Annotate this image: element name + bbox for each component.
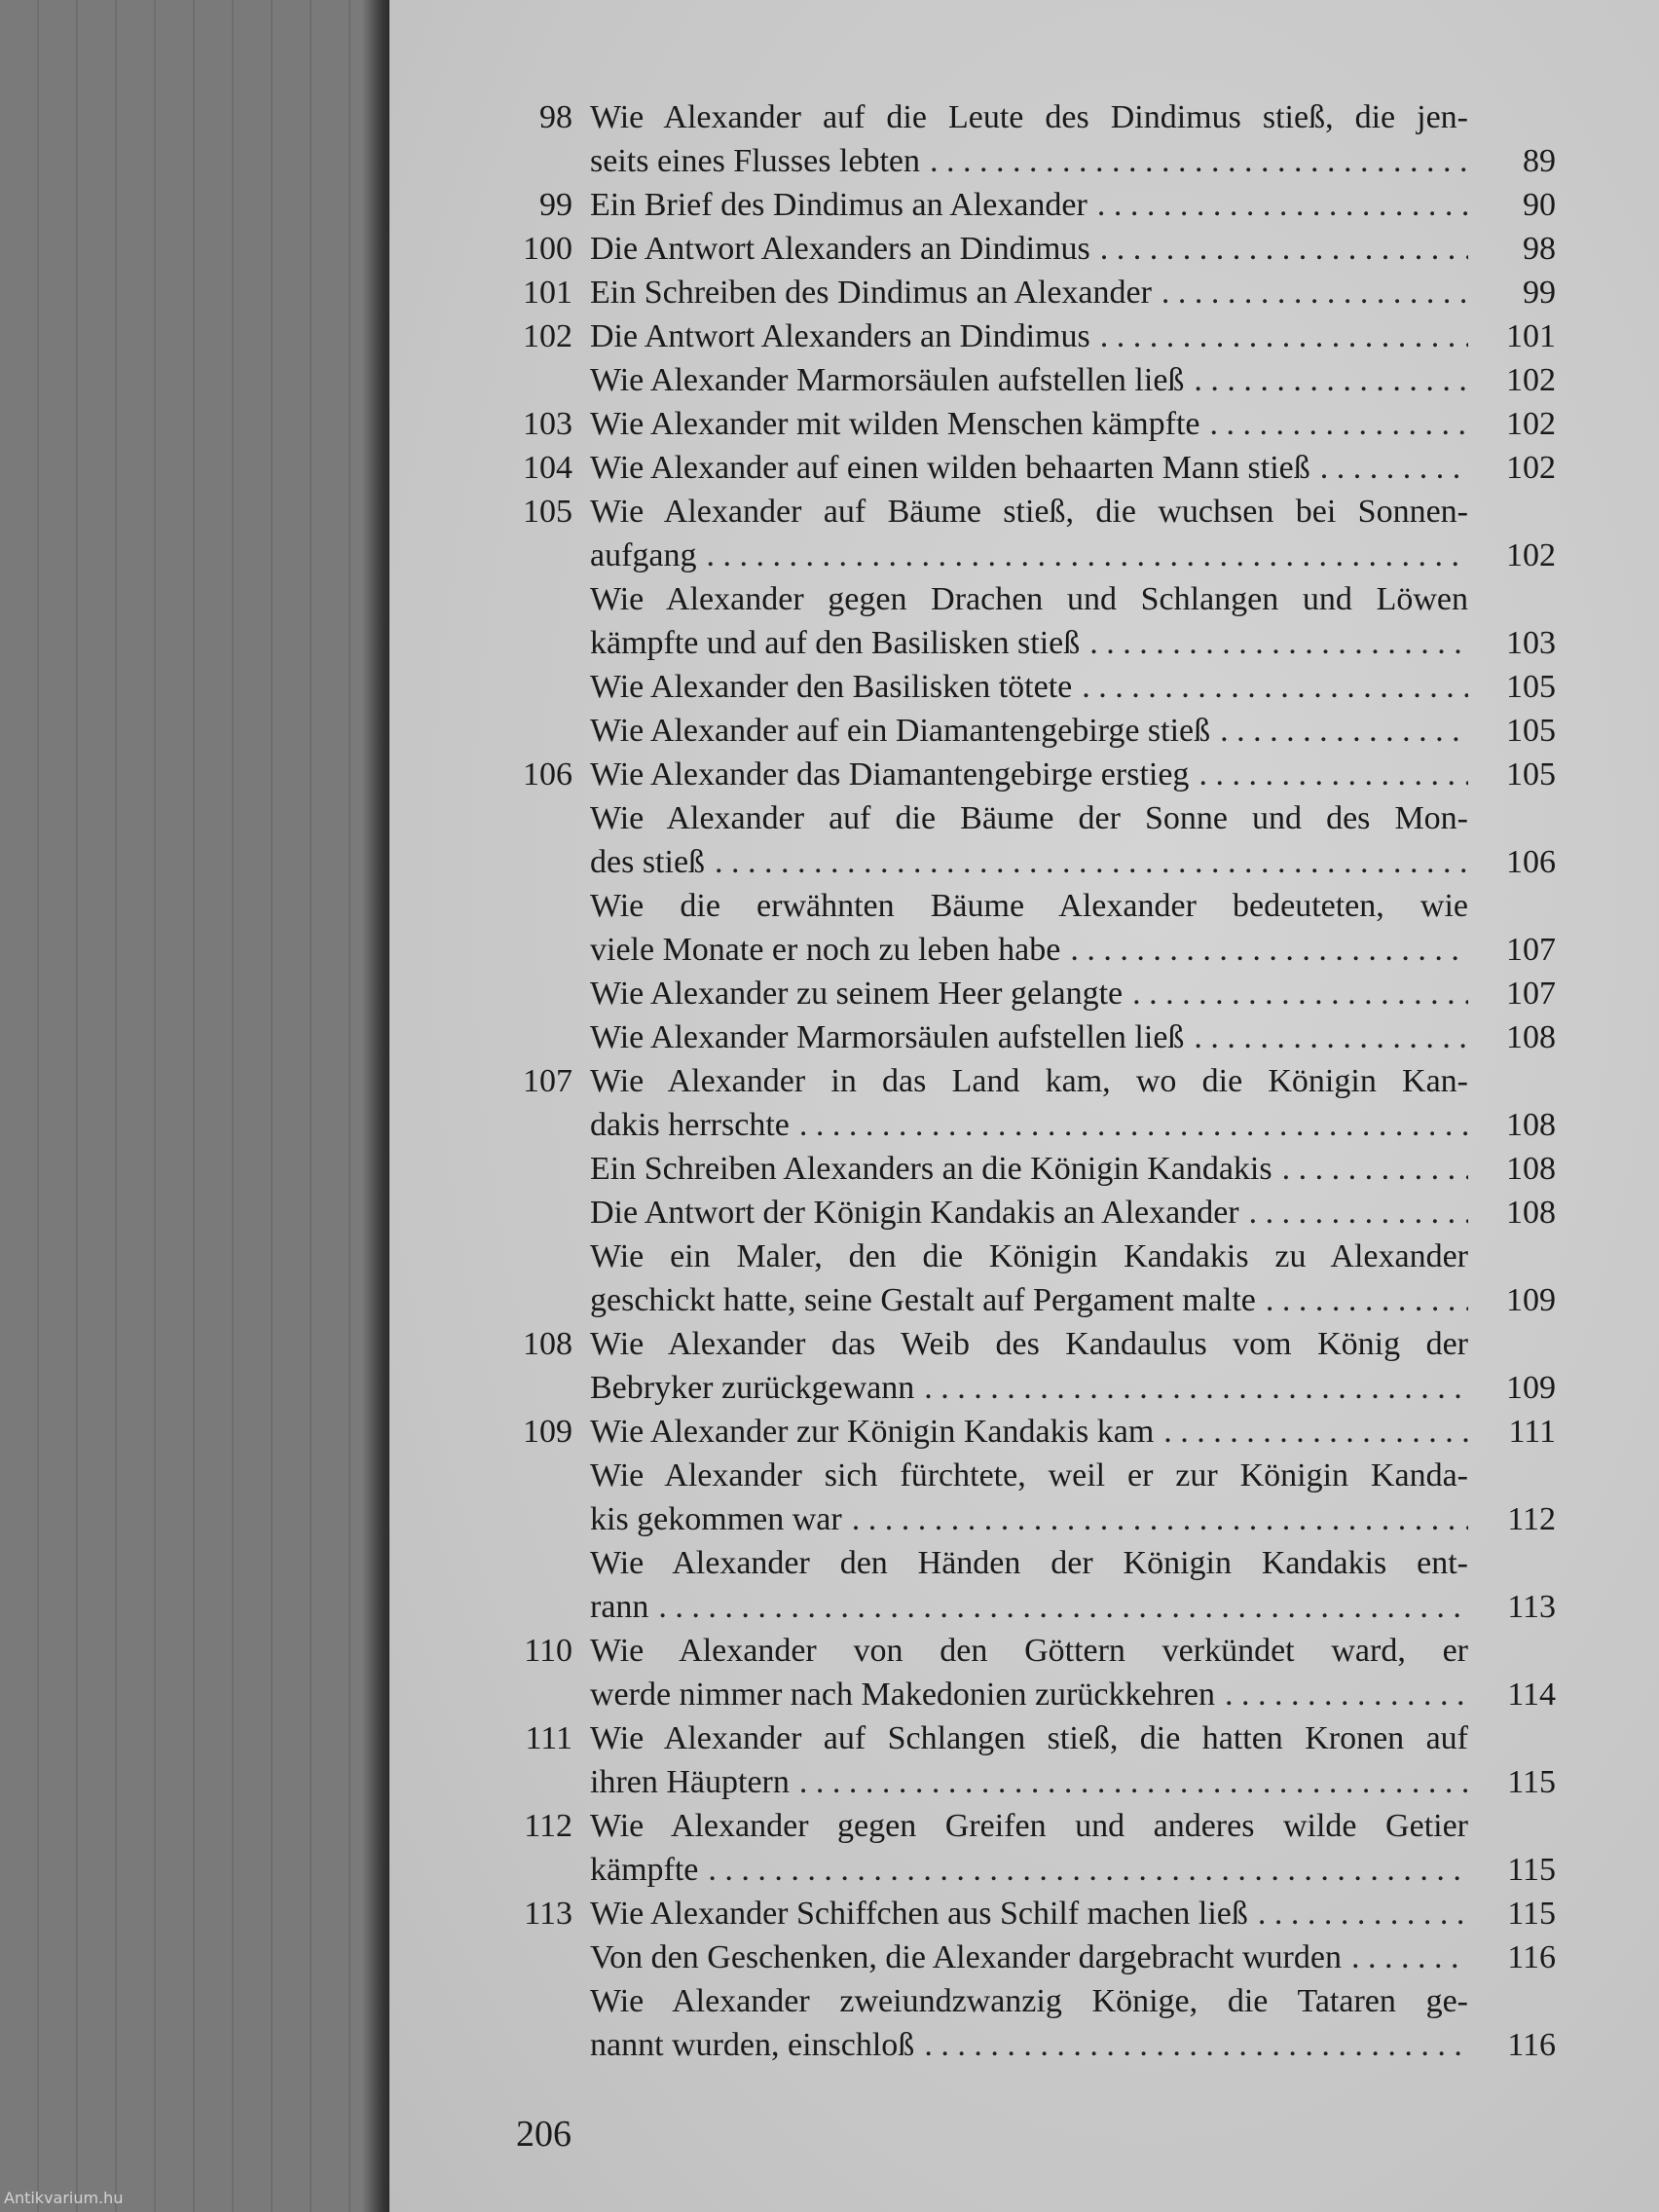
- toc-entry-page: 106: [1506, 844, 1556, 880]
- toc-entry-title: Wie Alexander auf Schlangen stieß, die hatten Kronen auf: [590, 1720, 1468, 1756]
- toc-entry-title: kämpfte: [590, 1852, 699, 1888]
- toc-entry-title: Bebryker zurückgewann: [590, 1370, 915, 1406]
- toc-entry-number: 112: [524, 1808, 572, 1844]
- toc-entry-page: 115: [1507, 1852, 1556, 1888]
- dot-leader: [1097, 183, 1468, 227]
- toc-entry-number: 106: [523, 756, 572, 793]
- toc-entry-page: 101: [1506, 318, 1556, 354]
- toc-entry-title: Wie Alexander den Basilisken tötete: [590, 669, 1073, 705]
- toc-entry-title: Wie Alexander zu seinem Heer gelangte: [590, 976, 1124, 1012]
- toc-entry-page: 89: [1523, 143, 1556, 179]
- toc-entry-title: Wie ein Maler, den die Königin Kandakis zu Alexander: [590, 1238, 1468, 1274]
- toc-row: [504, 753, 1556, 796]
- toc-entry-number: 107: [523, 1063, 572, 1099]
- toc-entry-number: 113: [524, 1896, 572, 1932]
- toc-row: [504, 1059, 1556, 1103]
- toc-entry-title: Wie Alexander auf ein Diamantengebirge stieß: [590, 713, 1211, 749]
- toc-row: [504, 1497, 1556, 1541]
- toc-row: [504, 1629, 1556, 1673]
- toc-entry-page: 108: [1506, 1107, 1556, 1143]
- toc-entry-number: 109: [523, 1414, 572, 1450]
- toc-row: [504, 314, 1556, 358]
- toc-entry-title: Die Antwort Alexanders an Dindimus: [590, 231, 1090, 267]
- toc-entry-title: rann: [590, 1589, 649, 1625]
- toc-row: [504, 1716, 1556, 1760]
- toc-row: [504, 1191, 1556, 1235]
- toc-row: [504, 271, 1556, 314]
- dot-leader: [1320, 446, 1468, 490]
- toc-entry-page: 115: [1507, 1764, 1556, 1800]
- toc-entry-page: 105: [1506, 756, 1556, 793]
- dot-leader: [1220, 709, 1468, 753]
- toc-entry-page: 90: [1523, 187, 1556, 223]
- toc-entry-title: viele Monate er noch zu leben habe: [590, 932, 1061, 968]
- toc-entry-page: 109: [1506, 1370, 1556, 1406]
- toc-row: [504, 1322, 1556, 1366]
- watermark: Antikvarium.hu: [4, 2189, 124, 2207]
- dot-leader: [799, 1760, 1468, 1804]
- dot-leader: [930, 139, 1468, 183]
- toc-entry-title: Wie Alexander zweiundzwanzig Könige, die Tataren ge-: [590, 1983, 1468, 2019]
- toc-row: [504, 972, 1556, 1015]
- toc-entry-title: aufgang: [590, 537, 697, 573]
- dot-leader: [707, 534, 1468, 577]
- toc-row: [504, 446, 1556, 490]
- toc-entry-page: 115: [1507, 1896, 1556, 1932]
- dot-leader: [924, 2023, 1468, 2067]
- toc-row: [504, 796, 1556, 840]
- toc-entry-title: Von den Geschenken, die Alexander dargebracht wurden: [590, 1939, 1342, 1975]
- toc-entry-page: 102: [1506, 537, 1556, 573]
- page-number: 206: [516, 2114, 571, 2155]
- book-page: [389, 0, 1659, 2212]
- toc-row: [504, 183, 1556, 227]
- toc-entry-title: Wie Alexander auf einen wilden behaarten Mann stieß: [590, 450, 1310, 486]
- page-edge-shadow: [362, 0, 391, 2212]
- dot-leader: [1258, 1892, 1468, 1936]
- toc-entry-page: 116: [1507, 2027, 1556, 2063]
- toc-entry-number: 101: [523, 275, 572, 311]
- toc-entry-page: 99: [1523, 275, 1556, 311]
- dot-leader: [1070, 928, 1468, 972]
- toc-entry-title: Ein Schreiben des Dindimus an Alexander: [590, 275, 1152, 311]
- toc-row: [504, 1760, 1556, 1804]
- toc-row: [504, 884, 1556, 928]
- toc-row: [504, 1673, 1556, 1716]
- toc-entry-page: 113: [1507, 1589, 1556, 1625]
- toc-entry-title: Wie Alexander das Weib des Kandaulus vom König der: [590, 1326, 1468, 1362]
- dot-leader: [708, 1848, 1468, 1892]
- toc-entry-number: 99: [539, 187, 572, 223]
- toc-row: [504, 1936, 1556, 1979]
- dot-leader: [658, 1585, 1468, 1629]
- dot-leader: [1100, 314, 1468, 358]
- toc-row: [504, 577, 1556, 621]
- toc-entry-title: seits eines Flusses lebten: [590, 143, 921, 179]
- toc-row: [504, 1541, 1556, 1585]
- toc-entry-title: nannt wurden, einschloß: [590, 2027, 915, 2063]
- toc-row: [504, 1103, 1556, 1147]
- dot-leader: [1249, 1191, 1468, 1235]
- toc-row: [504, 709, 1556, 753]
- toc-row: [504, 928, 1556, 972]
- toc-entry-number: 100: [523, 231, 572, 267]
- toc-entry-page: 107: [1506, 932, 1556, 968]
- dot-leader: [1282, 1147, 1468, 1191]
- toc-entry-page: 108: [1506, 1151, 1556, 1187]
- toc-row: [504, 2023, 1556, 2067]
- dot-leader: [852, 1497, 1468, 1541]
- dot-leader: [1100, 227, 1468, 271]
- toc-entry-title: ihren Häuptern: [590, 1764, 790, 1800]
- toc-row: [504, 840, 1556, 884]
- table-of-contents: [504, 95, 1556, 2067]
- toc-entry-title: Wie die erwähnten Bäume Alexander bedeuteten, wie: [590, 888, 1468, 924]
- dot-leader: [799, 1103, 1468, 1147]
- toc-entry-page: 102: [1506, 362, 1556, 398]
- toc-row: [504, 1278, 1556, 1322]
- toc-entry-title: kis gekommen war: [590, 1501, 842, 1537]
- toc-row: [504, 1147, 1556, 1191]
- toc-entry-number: 98: [539, 99, 572, 135]
- toc-entry-title: Wie Alexander zur Königin Kandakis kam: [590, 1414, 1155, 1450]
- toc-entry-title: Wie Alexander von den Göttern verkündet ward, er: [590, 1633, 1468, 1669]
- toc-entry-title: dakis herrschte: [590, 1107, 790, 1143]
- toc-entry-page: 98: [1523, 231, 1556, 267]
- toc-row: [504, 1848, 1556, 1892]
- toc-entry-title: Wie Alexander auf Bäume stieß, die wuchsen bei Sonnen-: [590, 494, 1468, 530]
- toc-entry-page: 108: [1506, 1019, 1556, 1055]
- dot-leader: [1194, 1015, 1468, 1059]
- toc-row: [504, 665, 1556, 709]
- toc-entry-number: 102: [523, 318, 572, 354]
- toc-row: [504, 1585, 1556, 1629]
- dot-leader: [1225, 1673, 1468, 1716]
- toc-entry-page: 102: [1506, 450, 1556, 486]
- toc-row: [504, 1366, 1556, 1410]
- toc-entry-title: Wie Alexander mit wilden Menschen kämpfte: [590, 406, 1200, 442]
- toc-entry-title: des stieß: [590, 844, 706, 880]
- toc-entry-title: kämpfte und auf den Basilisken stieß: [590, 625, 1081, 661]
- toc-entry-number: 110: [524, 1633, 572, 1669]
- toc-row: [504, 534, 1556, 577]
- toc-entry-title: Wie Alexander sich fürchtete, weil er zur Königin Kanda-: [590, 1457, 1468, 1493]
- toc-entry-title: Ein Schreiben Alexanders an die Königin Kandakis: [590, 1151, 1272, 1187]
- toc-row: [504, 1015, 1556, 1059]
- toc-entry-number: 111: [525, 1720, 572, 1756]
- toc-row: [504, 1804, 1556, 1848]
- toc-row: [504, 1454, 1556, 1497]
- toc-row: [504, 1235, 1556, 1278]
- toc-entry-page: 112: [1507, 1501, 1556, 1537]
- toc-entry-title: Die Antwort der Königin Kandakis an Alexander: [590, 1195, 1239, 1231]
- toc-entry-title: Wie Alexander den Händen der Königin Kandakis ent-: [590, 1545, 1468, 1581]
- toc-entry-page: 116: [1507, 1939, 1556, 1975]
- toc-row: [504, 1979, 1556, 2023]
- toc-entry-page: 109: [1506, 1282, 1556, 1318]
- toc-entry-title: Ein Brief des Dindimus an Alexander: [590, 187, 1088, 223]
- toc-entry-title: werde nimmer nach Makedonien zurückkehren: [590, 1677, 1215, 1713]
- toc-row: [504, 95, 1556, 139]
- dot-leader: [1089, 621, 1468, 665]
- background-surface: [0, 0, 389, 2212]
- toc-entry-page: 108: [1506, 1195, 1556, 1231]
- dot-leader: [1210, 402, 1469, 446]
- toc-entry-page: 114: [1507, 1677, 1556, 1713]
- toc-entry-title: Wie Alexander gegen Greifen und anderes wilde Getier: [590, 1808, 1468, 1844]
- toc-entry-page: 105: [1506, 669, 1556, 705]
- toc-entry-page: 111: [1508, 1414, 1556, 1450]
- toc-row: [504, 402, 1556, 446]
- dot-leader: [1198, 753, 1468, 796]
- toc-row: [504, 1892, 1556, 1936]
- toc-entry-page: 107: [1506, 976, 1556, 1012]
- toc-entry-title: Die Antwort Alexanders an Dindimus: [590, 318, 1090, 354]
- dot-leader: [715, 840, 1468, 884]
- toc-entry-title: Wie Alexander auf die Bäume der Sonne und des Mon-: [590, 800, 1468, 836]
- dot-leader: [1194, 358, 1468, 402]
- toc-entry-title: Wie Alexander auf die Leute des Dindimus stieß, die jen-: [590, 99, 1468, 135]
- dot-leader: [1163, 1410, 1468, 1454]
- dot-leader: [1132, 972, 1468, 1015]
- toc-row: [504, 358, 1556, 402]
- toc-entry-page: 105: [1506, 713, 1556, 749]
- dot-leader: [924, 1366, 1468, 1410]
- toc-entry-title: Wie Alexander Schiffchen aus Schilf machen ließ: [590, 1896, 1248, 1932]
- toc-row: [504, 227, 1556, 271]
- dot-leader: [1161, 271, 1468, 314]
- toc-row: [504, 1410, 1556, 1454]
- toc-entry-title: Wie Alexander Marmorsäulen aufstellen ließ: [590, 362, 1185, 398]
- toc-row: [504, 490, 1556, 534]
- dot-leader: [1351, 1936, 1468, 1979]
- toc-entry-title: Wie Alexander gegen Drachen und Schlangen und Löwen: [590, 581, 1468, 617]
- toc-entry-number: 104: [523, 450, 572, 486]
- toc-entry-title: Wie Alexander das Diamantengebirge erstieg: [590, 756, 1190, 793]
- toc-entry-page: 103: [1506, 625, 1556, 661]
- toc-row: [504, 621, 1556, 665]
- toc-entry-number: 105: [523, 494, 572, 530]
- toc-entry-number: 103: [523, 406, 572, 442]
- toc-entry-title: Wie Alexander Marmorsäulen aufstellen ließ: [590, 1019, 1185, 1055]
- toc-entry-title: geschickt hatte, seine Gestalt auf Pergament malte: [590, 1282, 1256, 1318]
- toc-entry-title: Wie Alexander in das Land kam, wo die Königin Kan-: [590, 1063, 1468, 1099]
- toc-row: [504, 139, 1556, 183]
- dot-leader: [1266, 1278, 1468, 1322]
- toc-entry-page: 102: [1506, 406, 1556, 442]
- toc-entry-number: 108: [523, 1326, 572, 1362]
- dot-leader: [1082, 665, 1468, 709]
